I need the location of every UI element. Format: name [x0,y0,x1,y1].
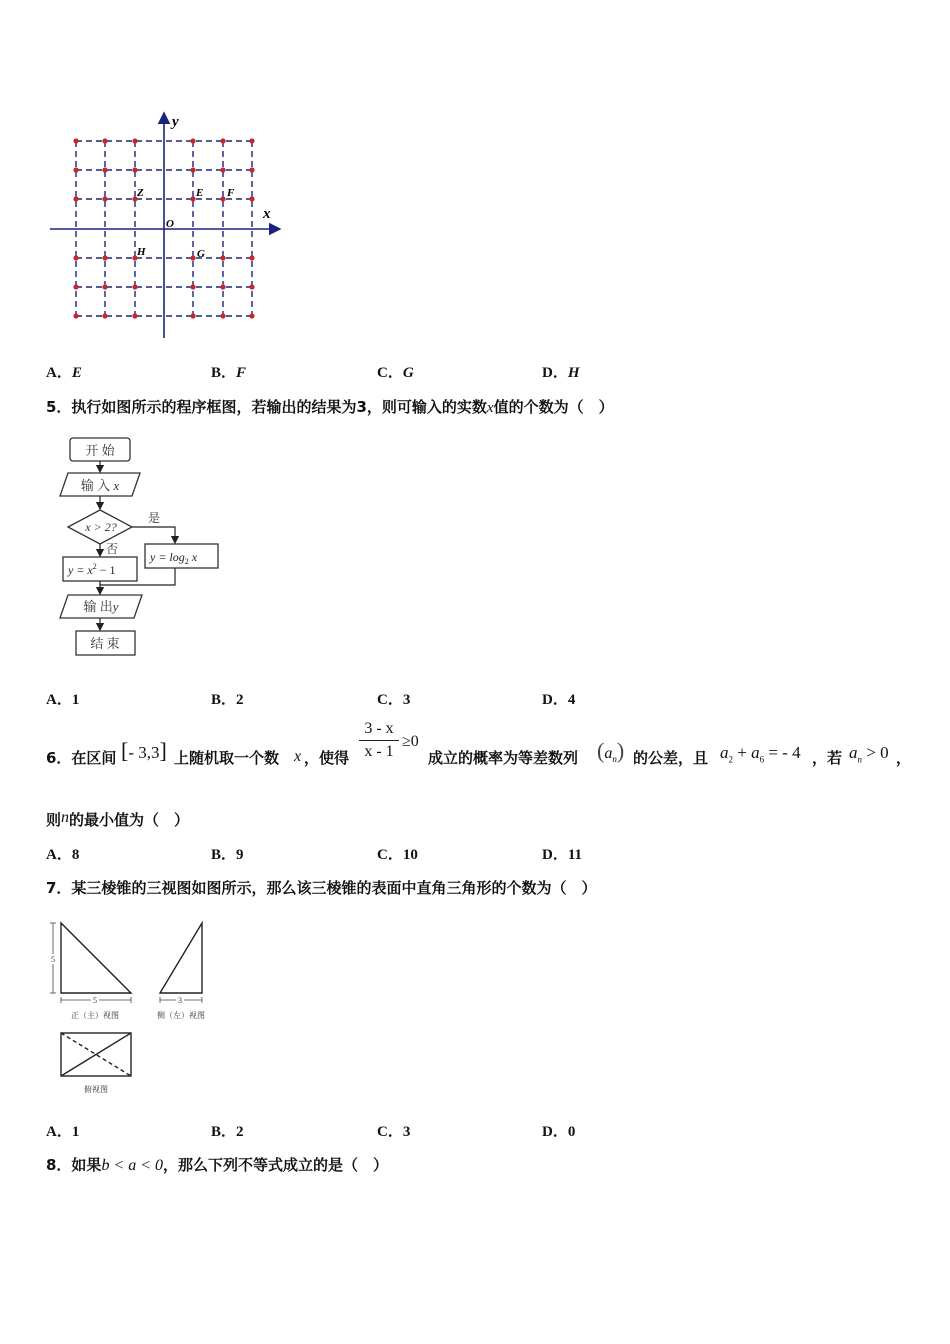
q6-condition-sum: $a_2 + a_6$ = - 4 [720,743,801,765]
q6-fraction-numerator: 3 - x [359,720,399,741]
q6-stem-part6: ，若 [812,749,843,767]
lattice-point [102,138,107,143]
front-view-label: 正（主）视图 [71,1011,119,1020]
lattice-point [73,313,78,318]
q6-option-d[interactable]: D．11 [542,847,583,863]
point-label-e: E [196,187,204,199]
lattice-point [249,167,254,172]
lattice-point [190,313,195,318]
q6-stem-part3: ，使得 [304,749,350,767]
q4-option-a[interactable]: A．E [46,365,82,381]
q6-option-c[interactable]: C．10 [377,847,418,863]
q6-stem-part5: 的公差，且 [633,749,709,767]
lattice-point [73,284,78,289]
q5-option-c[interactable]: C．3 [377,692,411,708]
lattice-point [190,167,195,172]
lattice-point [220,284,225,289]
coordinate-grid-figure [45,108,290,343]
q6-fraction-denominator: x - 1 [364,743,394,760]
lattice-point [73,138,78,143]
q6-fraction [359,720,399,761]
q6-sequence-an: $(a_n)$ [597,738,625,765]
q6-option-a[interactable]: A．8 [46,847,80,863]
front-height-dim: 5 [51,955,55,964]
point-label-h: H [137,246,146,258]
lattice-point [102,167,107,172]
lattice-point [190,284,195,289]
lattice-point [220,167,225,172]
flow-no-label: 否 [106,542,119,556]
lattice-point [73,196,78,201]
lattice-point [102,313,107,318]
lattice-point [249,255,254,260]
lattice-point [132,167,137,172]
lattice-point [249,196,254,201]
point-label-z: Z [137,187,144,199]
q6-stem-part7: ， [896,749,912,767]
q7-option-a[interactable]: A．1 [46,1124,80,1140]
q4-option-b[interactable]: B．F [211,365,247,381]
origin-label: O [166,218,174,230]
q4-option-d[interactable]: D．H [542,365,580,381]
q5-flowchart [55,432,225,660]
flow-yes-label: 是 [148,511,161,525]
q4-option-c[interactable]: C．G [377,365,414,381]
q7-option-d[interactable]: D．0 [542,1124,576,1140]
lattice-point [102,196,107,201]
q6-condition-positive: $a_n > 0$ [849,743,889,765]
q5-option-b[interactable]: B．2 [211,692,244,708]
q5-option-a[interactable]: A．1 [46,692,80,708]
lattice-point [220,255,225,260]
q6-interval: [- 3,3] [121,738,167,763]
flow-condition-text: x > 2? [85,520,117,534]
lattice-point [220,138,225,143]
lattice-point [220,313,225,318]
x-axis-label: x [263,206,271,222]
side-view-label: 侧（左）视图 [157,1011,205,1020]
y-axis-label: y [172,114,179,130]
q8-stem: 8．如果b < a < 0，那么下列不等式成立的是（ ） [46,1156,389,1174]
q5-option-d[interactable]: D．4 [542,692,576,708]
q6-option-b[interactable]: B．9 [211,847,244,863]
q7-option-c[interactable]: C．3 [377,1124,411,1140]
lattice-point [132,313,137,318]
top-view-label: 俯视图 [84,1085,108,1094]
flow-output-text: 输 出y [83,599,119,614]
q7-stem: 7．某三棱锥的三视图如图所示，那么该三棱锥的表面中直角三角形的个数为（ ） [46,879,597,897]
lattice-point [190,255,195,260]
lattice-point [132,284,137,289]
front-view-triangle [61,923,131,993]
q7-three-views [45,915,215,1100]
side-view-triangle [160,923,202,993]
lattice-point [249,313,254,318]
flow-input-text: 输 入 x [80,478,120,493]
q6-stem-part2: 上随机取一个数 [174,749,280,767]
lattice-point [249,284,254,289]
lattice-point [73,167,78,172]
flow-yes-branch-text: $y = \log_2 x$ [150,550,198,566]
q6-stem-line1: 6．在区间 [46,749,117,767]
lattice-point [190,138,195,143]
q6-ge: ≥0 [402,733,419,750]
lattice-point [132,138,137,143]
point-label-g: G [197,248,205,260]
flow-end-text: 结 束 [90,636,120,651]
lattice-point [102,255,107,260]
lattice-point [249,138,254,143]
q5-stem: 5．执行如图所示的程序框图，若输出的结果为3，则可输入的实数x值的个数为（ ） [46,398,614,416]
flow-no-branch-text: $y = x^2 - 1$ [68,562,116,577]
lattice-point [220,196,225,201]
q6-stem-part4: 成立的概率为等差数列 [428,749,579,767]
q6-var-x: x [294,748,302,765]
lattice-point [102,284,107,289]
flow-start-text: 开 始 [85,443,115,458]
front-width-dim: 5 [93,996,97,1005]
lattice-point [73,255,78,260]
lattice-point [190,196,195,201]
q7-option-b[interactable]: B．2 [211,1124,244,1140]
point-label-f: F [227,187,235,199]
side-width-dim: 3 [178,996,182,1005]
q6-stem-line2: 则n的最小值为（ ） [46,809,190,829]
